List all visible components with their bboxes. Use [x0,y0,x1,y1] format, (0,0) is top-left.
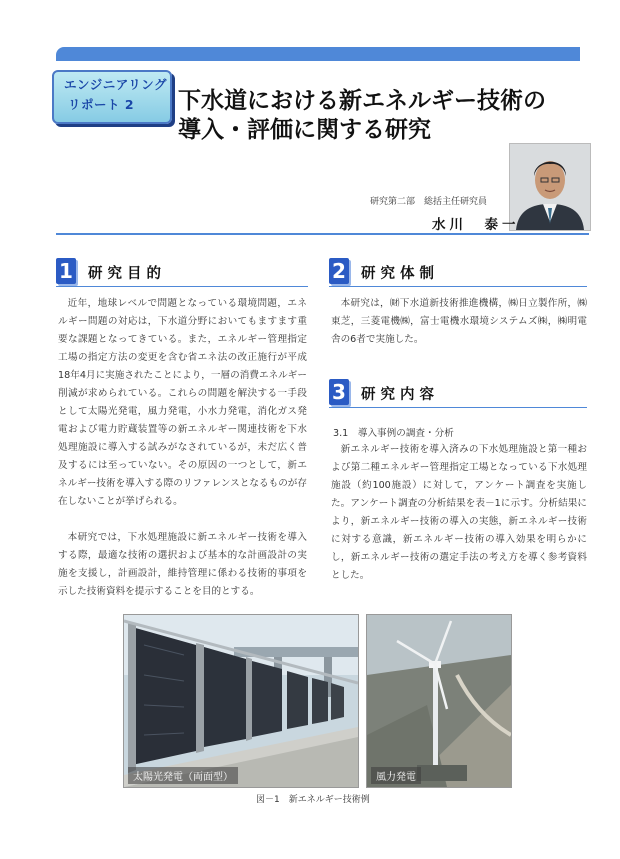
page-title-line1: 下水道における新エネルギー技術の [178,88,546,114]
author-name: 水川 泰一 [432,217,520,233]
section1-paragraph2: 本研究では，下水処理施設に新エネルギー技術を導入する際，最適な技術の選択および基本的な計画設計の実施を支援し，計画設計，維持管理に係わる技術的事項を示した技術資料を提示することを目的とする。 [58,532,307,597]
section3-number: 3 [329,379,349,405]
section1-title: 研究目的 [88,266,166,282]
badge-label-line2: リポート 2 [68,97,135,112]
author-department: 研究第二部 総括主任研究員 [370,197,488,207]
section1-paragraph1: 近年，地球レベルで問題となっている環境問題，エネルギー問題の対応は，下水道分野においてもますます重要な課題となってきている。また，エネルギー管理指定工場の指定方法の変更を含む省エネ法の改正施行が平成18年4月に実施されたことにより，一層の消費エネルギー削減が求められている。これらの問題を解決する一手段として太陽光発電，風力発電，小水力発電，消化ガス発電および電力貯蔵装置等の新エネルギー関連技術を下水処理施設に導入する試みがなされているが，未だ広く普及するには至っていない。その原因の一つとして，新エネルギー技術を導入する際のリファレンスとなるものが存在しないことが挙げられる。 [58,298,307,507]
figure-caption: 図－1 新エネルギー技術例 [256,795,370,805]
section3-rule [329,407,587,408]
author-divider [56,233,589,235]
header-band [56,47,580,61]
figure-photo-solar [123,614,359,788]
section3-title: 研究内容 [361,387,439,403]
section1-number: 1 [56,258,76,284]
page-title-line2: 導入・評価に関する研究 [178,117,431,143]
section3-paragraph1: 新エネルギー技術を導入済みの下水処理施設と第一種および第二種エネルギー管理指定工場となっている下水処理施設（約100施設）に対して，アンケート調査を実施した。アンケート調査の分析結果を表－1に示す。分析結果により，新エネルギー技術の導入の実態，新エネルギー技術に対する意識，新エネルギー技術の導入効果を明らかにし，新エネルギー技術の選定手法の考え方を導く参考資料とした。 [331,444,587,581]
badge-label-line1: エンジニアリング [64,77,167,92]
wind-turbine-photo [367,615,511,787]
figure-photo-wind [366,614,512,788]
section2-number: 2 [329,258,349,284]
section1-rule [56,286,308,287]
section2-title: 研究体制 [361,266,439,282]
section2-rule [329,286,587,287]
solar-panel-photo [124,615,358,787]
section2-paragraph1: 本研究は，㈶下水道新技術推進機構，㈱日立製作所，㈱東芝，三菱電機㈱，富士電機水環境システムズ㈱，㈱明電舎の6者で実施した。 [331,298,587,345]
author-portrait-image [510,144,590,230]
author-photo [509,143,591,231]
section3-subheading: 3.1 導入事例の調査・分析 [333,428,454,439]
photo-label-solar: 太陽光発電（両面型） [128,767,238,784]
photo-label-wind: 風力発電 [371,767,421,784]
